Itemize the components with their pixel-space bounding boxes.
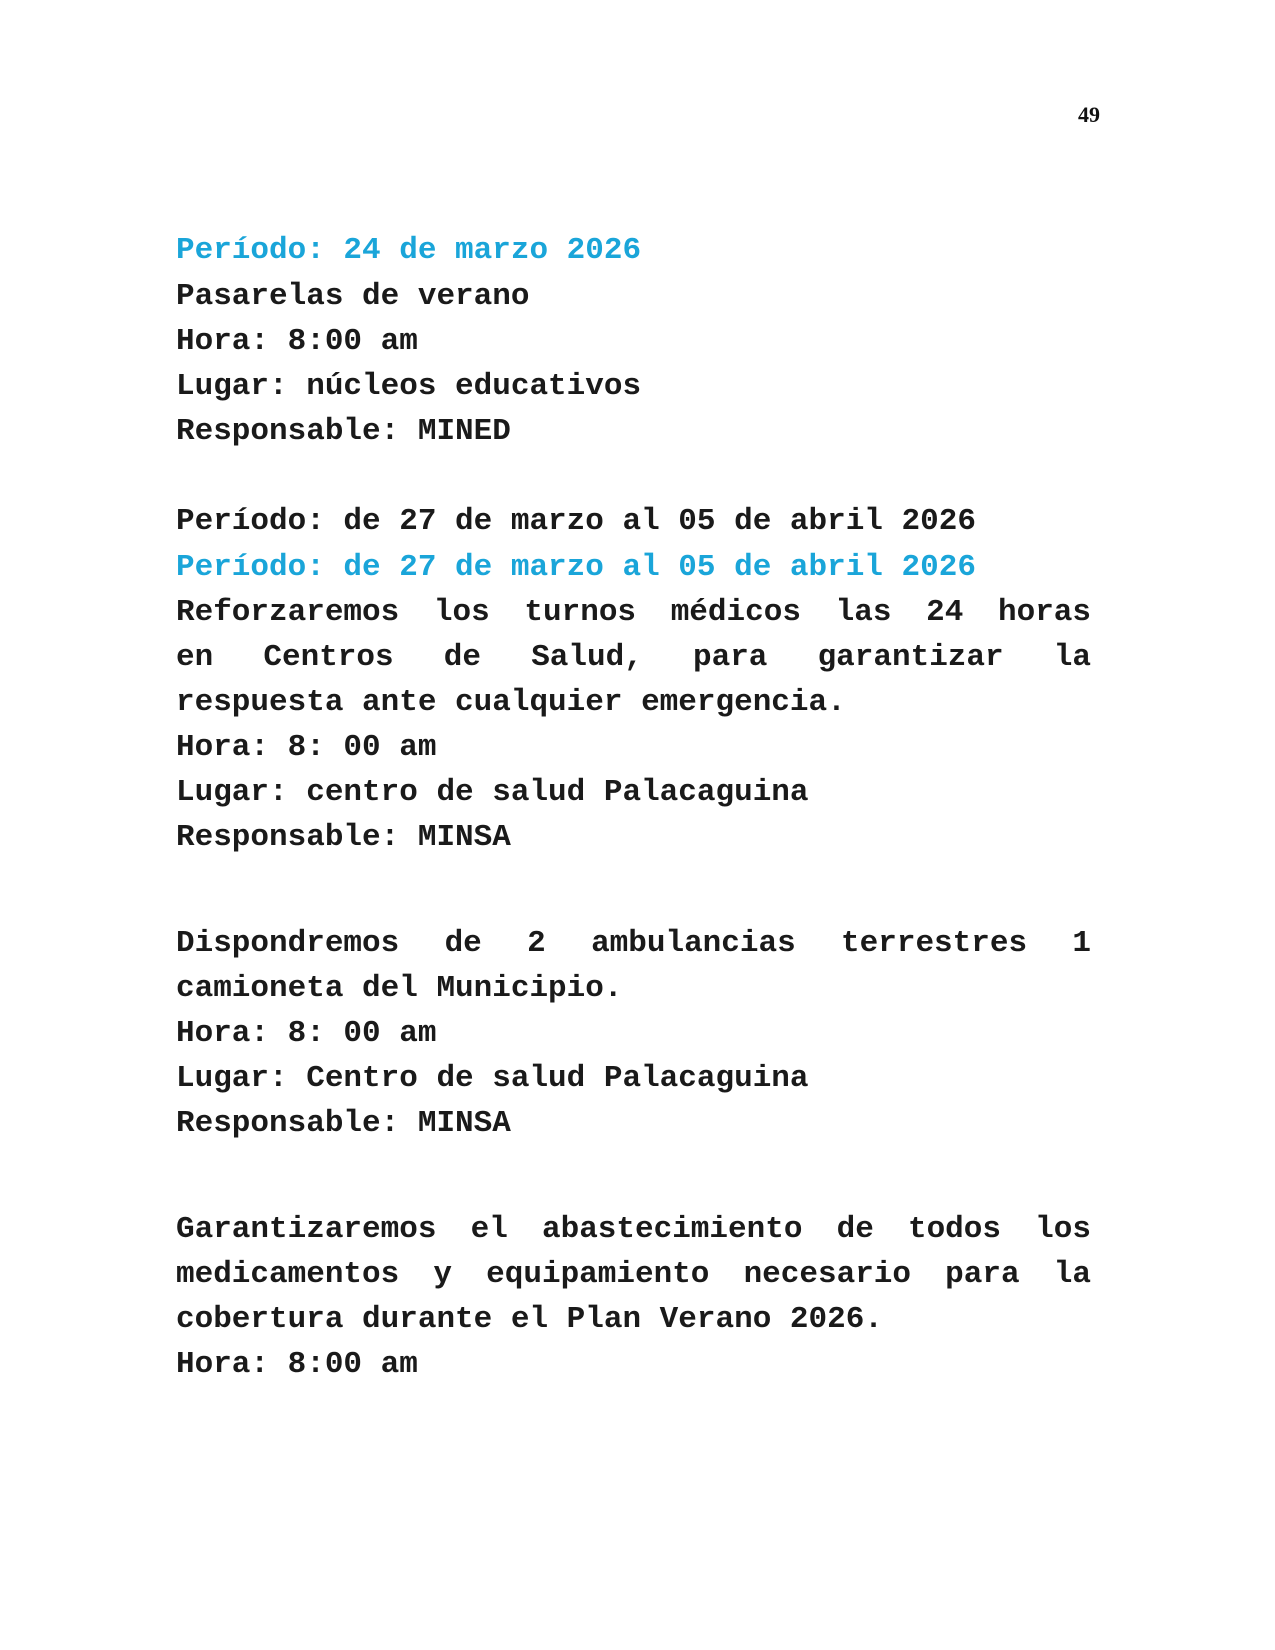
- responsible-line: Responsable: MINED: [176, 414, 511, 449]
- page-number: 49: [1078, 102, 1100, 127]
- place-line: Lugar: centro de salud Palacaguina: [176, 775, 809, 810]
- word: necesario: [743, 1257, 912, 1292]
- word: el: [470, 1212, 508, 1247]
- word: terrestres: [841, 926, 1028, 961]
- word: la: [1053, 1257, 1091, 1292]
- word: equipamiento: [486, 1257, 710, 1292]
- word: ambulancias: [591, 926, 796, 961]
- word: en: [176, 640, 214, 675]
- word: 1: [1072, 926, 1091, 961]
- description-line: respuesta ante cualquier emergencia.: [176, 685, 846, 720]
- description-line: [176, 924, 1091, 964]
- activity-title: Pasarelas de verano: [176, 279, 530, 314]
- place-line: Lugar: núcleos educativos: [176, 369, 642, 404]
- word: médicos: [670, 595, 801, 630]
- word: de: [836, 1212, 874, 1247]
- word: 24: [926, 595, 964, 630]
- word: de: [443, 640, 482, 675]
- time-line: Hora: 8:00 am: [176, 1347, 418, 1382]
- word: la: [1053, 640, 1091, 675]
- time-line: Hora: 8: 00 am: [176, 1016, 437, 1051]
- description-line: [176, 638, 1091, 678]
- word: todos: [907, 1212, 1001, 1247]
- word: los: [1035, 1212, 1091, 1247]
- word: Centros: [263, 640, 394, 675]
- word: Garantizaremos: [176, 1212, 437, 1247]
- description-line: camioneta del Municipio.: [176, 971, 623, 1006]
- word: Salud,: [531, 640, 643, 675]
- time-line: Hora: 8:00 am: [176, 324, 418, 359]
- word: Reforzaremos: [176, 595, 400, 630]
- period-heading-highlight: Período: de 27 de marzo al 05 de abril 2026: [176, 550, 976, 585]
- word: turnos: [524, 595, 637, 630]
- responsible-line: Responsable: MINSA: [176, 820, 511, 855]
- period-heading: Período: de 27 de marzo al 05 de abril 2026: [176, 504, 976, 539]
- period-heading: Período: 24 de marzo 2026: [176, 233, 642, 268]
- description-line: [176, 1210, 1091, 1250]
- word: Dispondremos: [176, 926, 400, 961]
- description-line: [176, 593, 1091, 633]
- word: las: [835, 595, 892, 630]
- word: y: [433, 1257, 453, 1292]
- word: para: [945, 1257, 1020, 1292]
- time-line: Hora: 8: 00 am: [176, 730, 437, 765]
- responsible-line: Responsable: MINSA: [176, 1106, 511, 1141]
- word: garantizar: [817, 640, 1004, 675]
- word: horas: [997, 595, 1091, 630]
- description-line: cobertura durante el Plan Verano 2026.: [176, 1302, 883, 1337]
- word: de: [444, 926, 482, 961]
- description-line: [176, 1255, 1091, 1295]
- word: 2: [527, 926, 546, 961]
- word: abastecimiento: [541, 1212, 803, 1247]
- word: para: [692, 640, 768, 675]
- word: medicamentos: [176, 1257, 400, 1292]
- place-line: Lugar: Centro de salud Palacaguina: [176, 1061, 809, 1096]
- word: los: [433, 595, 490, 630]
